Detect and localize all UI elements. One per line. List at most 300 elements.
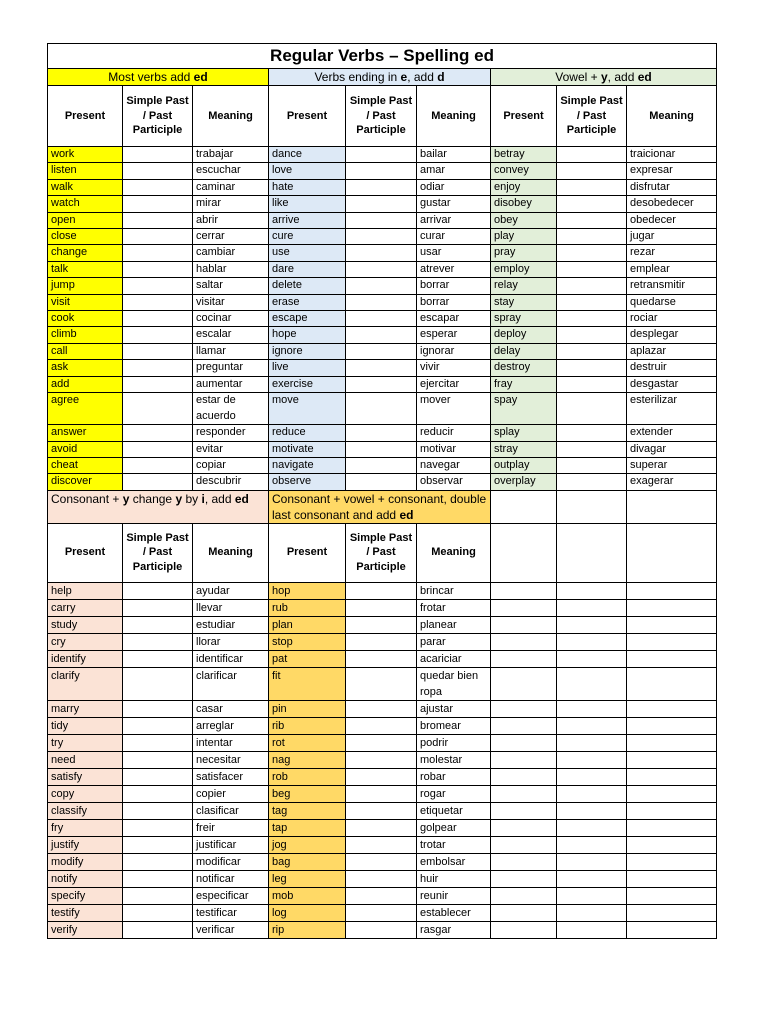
verb-meaning: destruir <box>627 360 717 376</box>
empty-cell <box>627 853 717 870</box>
verb-present: stop <box>269 633 346 650</box>
verb-past <box>346 425 417 441</box>
verb-present: deploy <box>491 327 557 343</box>
verb-meaning: brincar <box>417 582 491 599</box>
verb-past <box>123 904 193 921</box>
verb-present: beg <box>269 785 346 802</box>
verb-meaning: embolsar <box>417 853 491 870</box>
verb-past <box>346 179 417 195</box>
verb-past <box>123 599 193 616</box>
verb-present: relay <box>491 278 557 294</box>
verb-past <box>346 802 417 819</box>
verb-present: fray <box>491 376 557 392</box>
table-row <box>48 751 717 768</box>
empty-cell <box>491 633 557 650</box>
verb-meaning: llorar <box>193 633 269 650</box>
empty-cell <box>557 523 627 582</box>
verb-present: rub <box>269 599 346 616</box>
verb-present: clarify <box>48 667 123 700</box>
empty-cell <box>491 582 557 599</box>
empty-cell <box>557 887 627 904</box>
empty-cell <box>557 490 627 523</box>
verb-past <box>557 163 627 179</box>
verb-meaning: abrir <box>193 212 269 228</box>
table-row <box>48 717 717 734</box>
verb-past <box>557 474 627 490</box>
empty-cell <box>491 785 557 802</box>
verb-past <box>123 229 193 245</box>
verb-present: splay <box>491 425 557 441</box>
verb-meaning: desgastar <box>627 376 717 392</box>
verb-past <box>346 785 417 802</box>
empty-cell <box>491 768 557 785</box>
verb-meaning: llevar <box>193 599 269 616</box>
empty-cell <box>491 490 557 523</box>
verb-present: disobey <box>491 196 557 212</box>
verb-meaning: mover <box>417 393 491 425</box>
verb-past <box>123 633 193 650</box>
verb-meaning: verificar <box>193 921 269 938</box>
verb-meaning: escapar <box>417 311 491 327</box>
verb-present: cheat <box>48 457 123 473</box>
verb-meaning: obedecer <box>627 212 717 228</box>
verb-past <box>346 229 417 245</box>
verb-past <box>346 870 417 887</box>
empty-cell <box>627 785 717 802</box>
table-row <box>48 147 717 163</box>
empty-cell <box>627 802 717 819</box>
verb-present: justify <box>48 836 123 853</box>
verb-meaning: ignorar <box>417 343 491 359</box>
verb-meaning: trabajar <box>193 147 269 163</box>
verb-past <box>346 457 417 473</box>
verb-meaning: atrever <box>417 261 491 277</box>
verb-present: hope <box>269 327 346 343</box>
verb-past <box>346 734 417 751</box>
empty-cell <box>627 616 717 633</box>
verbs-table <box>47 43 717 939</box>
verb-present: like <box>269 196 346 212</box>
verb-meaning: rasgar <box>417 921 491 938</box>
empty-cell <box>627 751 717 768</box>
verb-past <box>346 311 417 327</box>
verb-meaning: navegar <box>417 457 491 473</box>
verb-present: nag <box>269 751 346 768</box>
verb-past <box>557 425 627 441</box>
table-row <box>48 616 717 633</box>
column-header-meaning: Meaning <box>417 523 491 582</box>
verb-past <box>346 667 417 700</box>
verb-meaning: odiar <box>417 179 491 195</box>
verb-meaning: usar <box>417 245 491 261</box>
verb-meaning: emplear <box>627 261 717 277</box>
verb-present: arrive <box>269 212 346 228</box>
verb-meaning: golpear <box>417 819 491 836</box>
verb-past <box>123 441 193 457</box>
verb-past <box>123 734 193 751</box>
verb-meaning: exagerar <box>627 474 717 490</box>
verb-past <box>346 700 417 717</box>
verb-present: obey <box>491 212 557 228</box>
empty-cell <box>627 921 717 938</box>
table-row <box>48 650 717 667</box>
verb-meaning: caminar <box>193 179 269 195</box>
verb-present: love <box>269 163 346 179</box>
verb-present: notify <box>48 870 123 887</box>
table-row <box>48 311 717 327</box>
verb-present: specify <box>48 887 123 904</box>
verb-past <box>557 311 627 327</box>
verb-past <box>346 633 417 650</box>
verb-past <box>346 360 417 376</box>
table-row <box>48 853 717 870</box>
table-row <box>48 327 717 343</box>
table-row <box>48 819 717 836</box>
verb-present: walk <box>48 179 123 195</box>
verb-past <box>123 650 193 667</box>
verb-past <box>346 599 417 616</box>
verb-past <box>123 457 193 473</box>
verb-past <box>346 650 417 667</box>
verb-past <box>123 785 193 802</box>
verb-present: leg <box>269 870 346 887</box>
verb-present: watch <box>48 196 123 212</box>
verb-meaning: ejercitar <box>417 376 491 392</box>
verb-meaning: bailar <box>417 147 491 163</box>
verb-present: enjoy <box>491 179 557 195</box>
verb-meaning: establecer <box>417 904 491 921</box>
section-header-vowel-y: Vowel + y, add ed <box>491 69 717 86</box>
table-row <box>48 921 717 938</box>
verb-present: spray <box>491 311 557 327</box>
verb-meaning: copiar <box>193 457 269 473</box>
verb-meaning: escalar <box>193 327 269 343</box>
section-header-add-ed: Most verbs add ed <box>48 69 269 86</box>
verb-past <box>557 360 627 376</box>
verb-present: tag <box>269 802 346 819</box>
verb-present: help <box>48 582 123 599</box>
verb-present: erase <box>269 294 346 310</box>
empty-cell <box>627 667 717 700</box>
table-row <box>48 870 717 887</box>
column-header-past: Simple Past / Past Participle <box>123 86 193 147</box>
verb-present: rob <box>269 768 346 785</box>
empty-cell <box>491 870 557 887</box>
verb-past <box>123 343 193 359</box>
verb-present: classify <box>48 802 123 819</box>
verb-present: spay <box>491 393 557 425</box>
empty-cell <box>557 717 627 734</box>
verb-past <box>557 343 627 359</box>
verb-past <box>346 768 417 785</box>
empty-cell <box>491 667 557 700</box>
verb-meaning: responder <box>193 425 269 441</box>
verb-present: plan <box>269 616 346 633</box>
verb-past <box>123 261 193 277</box>
verb-past <box>557 245 627 261</box>
verb-meaning: borrar <box>417 278 491 294</box>
verb-present: copy <box>48 785 123 802</box>
verb-present: verify <box>48 921 123 938</box>
verb-meaning: rociar <box>627 311 717 327</box>
verb-present: identify <box>48 650 123 667</box>
verb-meaning: quedarse <box>627 294 717 310</box>
verb-present: jump <box>48 278 123 294</box>
verb-present: mob <box>269 887 346 904</box>
verb-present: observe <box>269 474 346 490</box>
empty-cell <box>557 751 627 768</box>
table-row <box>48 393 717 425</box>
verb-past <box>557 393 627 425</box>
verb-meaning: freir <box>193 819 269 836</box>
table-row <box>48 667 717 700</box>
verb-past <box>123 616 193 633</box>
verb-meaning: parar <box>417 633 491 650</box>
table-row <box>48 768 717 785</box>
verb-present: motivate <box>269 441 346 457</box>
verb-present: employ <box>491 261 557 277</box>
verb-present: escape <box>269 311 346 327</box>
verb-present: change <box>48 245 123 261</box>
column-header-meaning: Meaning <box>417 86 491 147</box>
verb-present: exercise <box>269 376 346 392</box>
verb-present: tap <box>269 819 346 836</box>
verb-present: call <box>48 343 123 359</box>
verb-past <box>123 870 193 887</box>
verb-present: rib <box>269 717 346 734</box>
verb-present: use <box>269 245 346 261</box>
verb-meaning: casar <box>193 700 269 717</box>
verb-meaning: clarificar <box>193 667 269 700</box>
verb-past <box>557 147 627 163</box>
verb-meaning: bromear <box>417 717 491 734</box>
empty-cell <box>557 836 627 853</box>
empty-cell <box>491 853 557 870</box>
verb-meaning: visitar <box>193 294 269 310</box>
verb-meaning: huir <box>417 870 491 887</box>
empty-cell <box>627 700 717 717</box>
verb-present: carry <box>48 599 123 616</box>
verb-past <box>123 212 193 228</box>
verb-present: stay <box>491 294 557 310</box>
verb-past <box>123 768 193 785</box>
verb-past <box>123 425 193 441</box>
verb-present: hop <box>269 582 346 599</box>
verb-meaning: disfrutar <box>627 179 717 195</box>
table-row <box>48 582 717 599</box>
section-header-double-consonant: Consonant + vowel + consonant, double last consonant and add ed <box>269 490 491 523</box>
verb-meaning: especificar <box>193 887 269 904</box>
empty-cell <box>491 650 557 667</box>
empty-cell <box>557 768 627 785</box>
verb-meaning: modificar <box>193 853 269 870</box>
table-row <box>48 734 717 751</box>
table-row <box>48 294 717 310</box>
verb-past <box>123 376 193 392</box>
verb-past <box>123 360 193 376</box>
empty-cell <box>491 523 557 582</box>
verb-past <box>346 616 417 633</box>
verb-present: hate <box>269 179 346 195</box>
verb-present: study <box>48 616 123 633</box>
verb-past <box>346 474 417 490</box>
column-header-past: Simple Past / Past Participle <box>123 523 193 582</box>
column-header-meaning: Meaning <box>627 86 717 147</box>
verb-present: play <box>491 229 557 245</box>
verb-meaning: evitar <box>193 441 269 457</box>
verb-meaning: justificar <box>193 836 269 853</box>
empty-cell <box>627 819 717 836</box>
verb-past <box>346 853 417 870</box>
verb-meaning: desplegar <box>627 327 717 343</box>
table-row <box>48 245 717 261</box>
verb-past <box>346 751 417 768</box>
verb-past <box>557 376 627 392</box>
verb-past <box>557 278 627 294</box>
table-row <box>48 376 717 392</box>
table-row <box>48 278 717 294</box>
verb-present: outplay <box>491 457 557 473</box>
empty-cell <box>491 734 557 751</box>
verb-meaning: reducir <box>417 425 491 441</box>
verb-meaning: aumentar <box>193 376 269 392</box>
verb-meaning: saltar <box>193 278 269 294</box>
empty-cell <box>557 633 627 650</box>
verb-meaning: ajustar <box>417 700 491 717</box>
verb-meaning: arrivar <box>417 212 491 228</box>
verb-past <box>346 376 417 392</box>
verb-present: navigate <box>269 457 346 473</box>
verb-meaning: reunir <box>417 887 491 904</box>
verb-present: stray <box>491 441 557 457</box>
verb-present: modify <box>48 853 123 870</box>
empty-cell <box>557 853 627 870</box>
verb-meaning: trotar <box>417 836 491 853</box>
verb-past <box>346 261 417 277</box>
column-header-present: Present <box>491 86 557 147</box>
verb-past <box>346 147 417 163</box>
empty-cell <box>491 887 557 904</box>
empty-cell <box>491 836 557 853</box>
verb-past <box>346 294 417 310</box>
verb-meaning: arreglar <box>193 717 269 734</box>
verb-past <box>346 278 417 294</box>
verb-past <box>346 327 417 343</box>
verb-present: bag <box>269 853 346 870</box>
verb-present: pin <box>269 700 346 717</box>
verb-past <box>557 179 627 195</box>
table-row <box>48 212 717 228</box>
empty-cell <box>491 599 557 616</box>
verb-past <box>123 147 193 163</box>
verb-present: try <box>48 734 123 751</box>
verb-present: satisfy <box>48 768 123 785</box>
verb-meaning: clasificar <box>193 802 269 819</box>
section-header-add-d: Verbs ending in e, add d <box>269 69 491 86</box>
verb-present: climb <box>48 327 123 343</box>
verb-present: overplay <box>491 474 557 490</box>
verb-meaning: estudiar <box>193 616 269 633</box>
empty-cell <box>627 734 717 751</box>
verb-present: marry <box>48 700 123 717</box>
empty-cell <box>627 904 717 921</box>
verb-meaning: mirar <box>193 196 269 212</box>
verb-meaning: robar <box>417 768 491 785</box>
verb-meaning: notificar <box>193 870 269 887</box>
verb-meaning: hablar <box>193 261 269 277</box>
empty-cell <box>491 717 557 734</box>
verb-past <box>557 327 627 343</box>
empty-cell <box>557 616 627 633</box>
empty-cell <box>557 599 627 616</box>
empty-cell <box>557 870 627 887</box>
verb-past <box>557 229 627 245</box>
verb-past <box>123 278 193 294</box>
empty-cell <box>557 785 627 802</box>
verb-past <box>346 343 417 359</box>
verb-meaning: aplazar <box>627 343 717 359</box>
verb-meaning: desobedecer <box>627 196 717 212</box>
verb-past <box>123 921 193 938</box>
verb-present: talk <box>48 261 123 277</box>
column-header-present: Present <box>269 86 346 147</box>
verb-past <box>346 904 417 921</box>
empty-cell <box>627 582 717 599</box>
empty-cell <box>557 582 627 599</box>
verb-past <box>346 393 417 425</box>
verb-past <box>123 836 193 853</box>
verb-present: add <box>48 376 123 392</box>
column-header-meaning: Meaning <box>193 523 269 582</box>
section-header-consonant-y: Consonant + y change y by i, add ed <box>48 490 269 523</box>
verb-past <box>346 245 417 261</box>
verb-present: avoid <box>48 441 123 457</box>
empty-cell <box>491 751 557 768</box>
verb-past <box>123 179 193 195</box>
empty-cell <box>627 650 717 667</box>
empty-cell <box>627 633 717 650</box>
verb-meaning: motivar <box>417 441 491 457</box>
verb-past <box>123 327 193 343</box>
empty-cell <box>627 717 717 734</box>
verb-present: work <box>48 147 123 163</box>
verb-past <box>557 457 627 473</box>
table-row <box>48 425 717 441</box>
verb-meaning: cerrar <box>193 229 269 245</box>
verb-meaning: copier <box>193 785 269 802</box>
verb-meaning: cocinar <box>193 311 269 327</box>
verb-present: open <box>48 212 123 228</box>
verb-meaning: rogar <box>417 785 491 802</box>
verb-meaning: etiquetar <box>417 802 491 819</box>
verb-meaning: testificar <box>193 904 269 921</box>
verb-meaning: satisfacer <box>193 768 269 785</box>
table-row <box>48 261 717 277</box>
verb-meaning: amar <box>417 163 491 179</box>
verb-present: fit <box>269 667 346 700</box>
verb-present: delay <box>491 343 557 359</box>
verb-meaning: divagar <box>627 441 717 457</box>
verb-meaning: quedar bien ropa <box>417 667 491 700</box>
verb-past <box>346 163 417 179</box>
verb-meaning: identificar <box>193 650 269 667</box>
verb-meaning: rezar <box>627 245 717 261</box>
verb-past <box>346 196 417 212</box>
verb-present: dance <box>269 147 346 163</box>
table-row <box>48 633 717 650</box>
table-row <box>48 700 717 717</box>
verb-past <box>123 700 193 717</box>
